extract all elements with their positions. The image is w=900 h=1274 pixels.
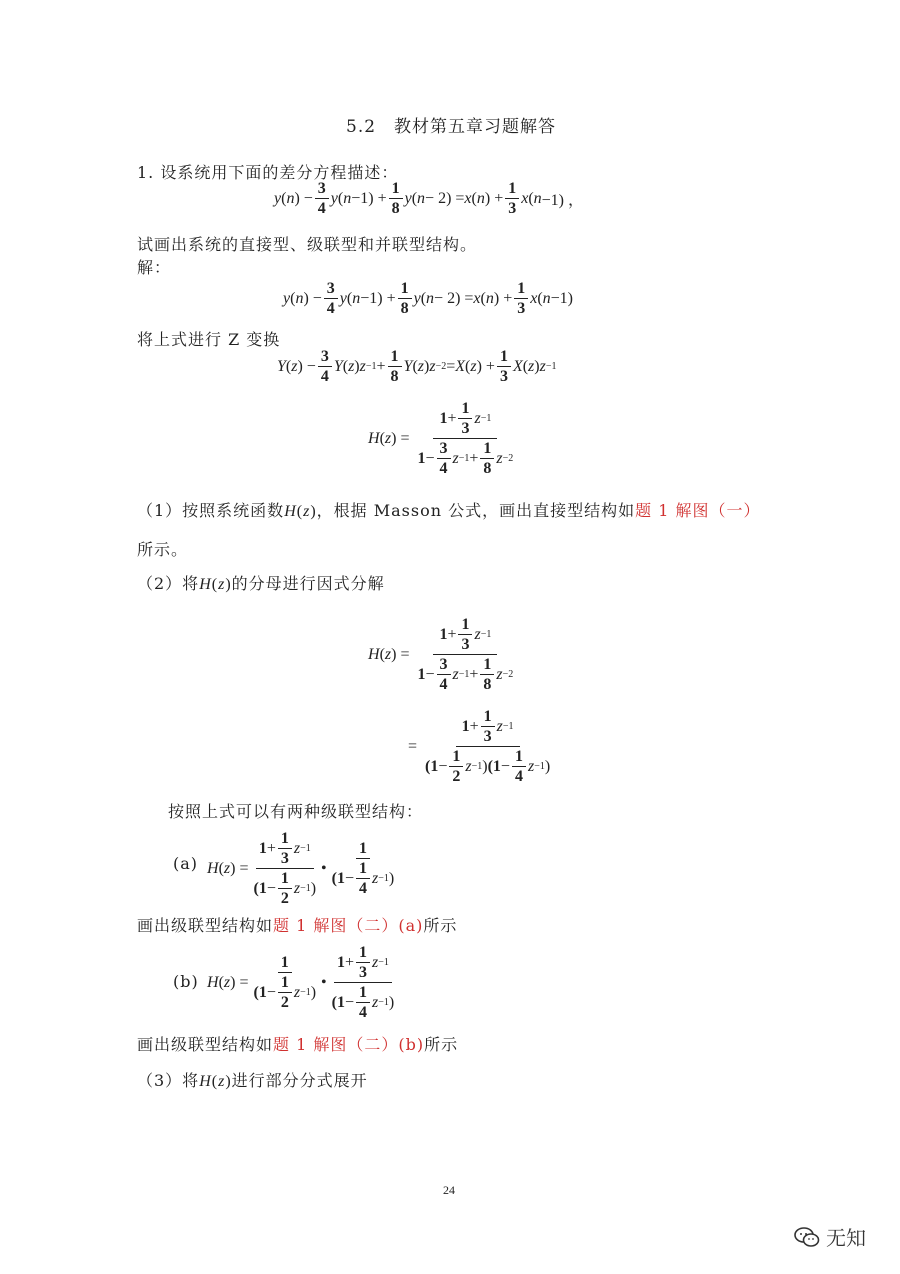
cascade-b-suffix: 所示 bbox=[424, 1035, 459, 1054]
label-b: (b) bbox=[173, 972, 199, 991]
cascade-a-equation: H ( z ) = 1 + $\frac{1}{3}$ z −1 (1 − $\frac{1}{2}$ z −1 ) • 1 (1 − $\frac{1}{4}$ z −1 ) bbox=[207, 830, 395, 907]
difference-equation-repeat: y ( n ) − $\frac{3}{4}$ y ( n −1) + $\frac{1}{8}$ y ( n − 2) = x ( n ) + $\frac{1}{3}$ x ( n −1) bbox=[283, 280, 574, 317]
cascade-b-figure-link[interactable]: 题 1 解图（二）(b) bbox=[273, 1035, 425, 1054]
step3-text-b: 进行部分分式展开 bbox=[231, 1071, 368, 1090]
transfer-function: H ( z ) = 1 + $\frac{1}{3}$ z −1 1 − $\frac{3}{4}$ z −1 + $\frac{1}{8}$ z −2 bbox=[368, 400, 514, 477]
label-a: (a) bbox=[173, 854, 199, 873]
difference-equation: y ( n ) − $\frac{3}{4}$ y ( n −1) + $\frac{1}{8}$ y ( n − 2) = x ( n ) + $\frac{1}{3}$ x ( n −1) ， bbox=[274, 180, 585, 217]
cascade-b-text: 画出级联型结构如 bbox=[137, 1035, 274, 1054]
cascade-a-text: 画出级联型结构如 bbox=[137, 916, 274, 935]
step2-text-a: （2）将 bbox=[137, 574, 200, 593]
step1-paragraph: （1）按照系统函数H(z)，根据 Masson 公式，画出直接型结构如题 1 解图（一） bbox=[137, 501, 761, 520]
step1-text-a: （1）按照系统函数 bbox=[137, 501, 285, 520]
page-number: 24 bbox=[443, 1183, 455, 1197]
solution-label: 解： bbox=[137, 258, 172, 277]
step3-paragraph: （3）将H(z)进行部分分式展开 bbox=[137, 1071, 368, 1090]
cascade-a-paragraph bbox=[137, 913, 457, 936]
problem-statement: 1. 设系统用下面的差分方程描述： bbox=[137, 163, 399, 182]
cascade-intro: 按照上式可以有两种级联型结构： bbox=[168, 802, 424, 821]
transfer-function-factor: H ( z ) = 1 + $\frac{1}{3}$ z −1 1 − $\frac{3}{4}$ z −1 + $\frac{1}{8}$ z −2 bbox=[368, 616, 514, 693]
step2-paragraph: （2）将H(z)的分母进行因式分解 bbox=[137, 574, 385, 593]
watermark bbox=[794, 1222, 866, 1251]
cascade-a-figure-link[interactable]: 题 1 解图（二）(a) bbox=[273, 916, 424, 935]
step2-text-b: 的分母进行因式分解 bbox=[231, 574, 385, 593]
z-transform-equation: Y ( z ) − $\frac{3}{4}$ Y ( z ) z −1 + $\frac{1}{8}$ Y ( z ) z −2 = X ( z ) + $\frac{1}{3}$ X ( z ) z −1 bbox=[277, 348, 557, 385]
transfer-function-factored: = 1 + $\frac{1}{3}$ z −1 (1 − $\frac{1}{2}$ z −1 ) (1 − $\frac{1}{4}$ z −1 ) bbox=[408, 708, 551, 785]
step1-suffix: 所示。 bbox=[137, 540, 189, 559]
watermark-text: 无知 bbox=[826, 1226, 866, 1250]
cascade-b-paragraph bbox=[137, 1032, 458, 1055]
step3-text-a: （3）将 bbox=[137, 1071, 200, 1090]
prompt-text: 试画出系统的直接型、级联型和并联型结构。 bbox=[137, 235, 478, 254]
cascade-a-suffix: 所示 bbox=[423, 916, 458, 935]
z-transform-text: 将上式进行 Z 变换 bbox=[137, 330, 281, 349]
cascade-b-equation: H ( z ) = 1 (1 − $\frac{1}{2}$ z −1 ) • 1 + $\frac{1}{3}$ z −1 (1 − $\frac{1}{4}$ z −1 ) bbox=[207, 944, 395, 1021]
step1-figure-link[interactable]: 题 1 解图（一） bbox=[635, 501, 761, 520]
wechat-icon bbox=[794, 1226, 820, 1248]
step1-text-b: ，根据 Masson 公式，画出直接型结构如 bbox=[316, 501, 636, 520]
section-title: 5.2 教材第五章习题解答 bbox=[346, 117, 557, 137]
